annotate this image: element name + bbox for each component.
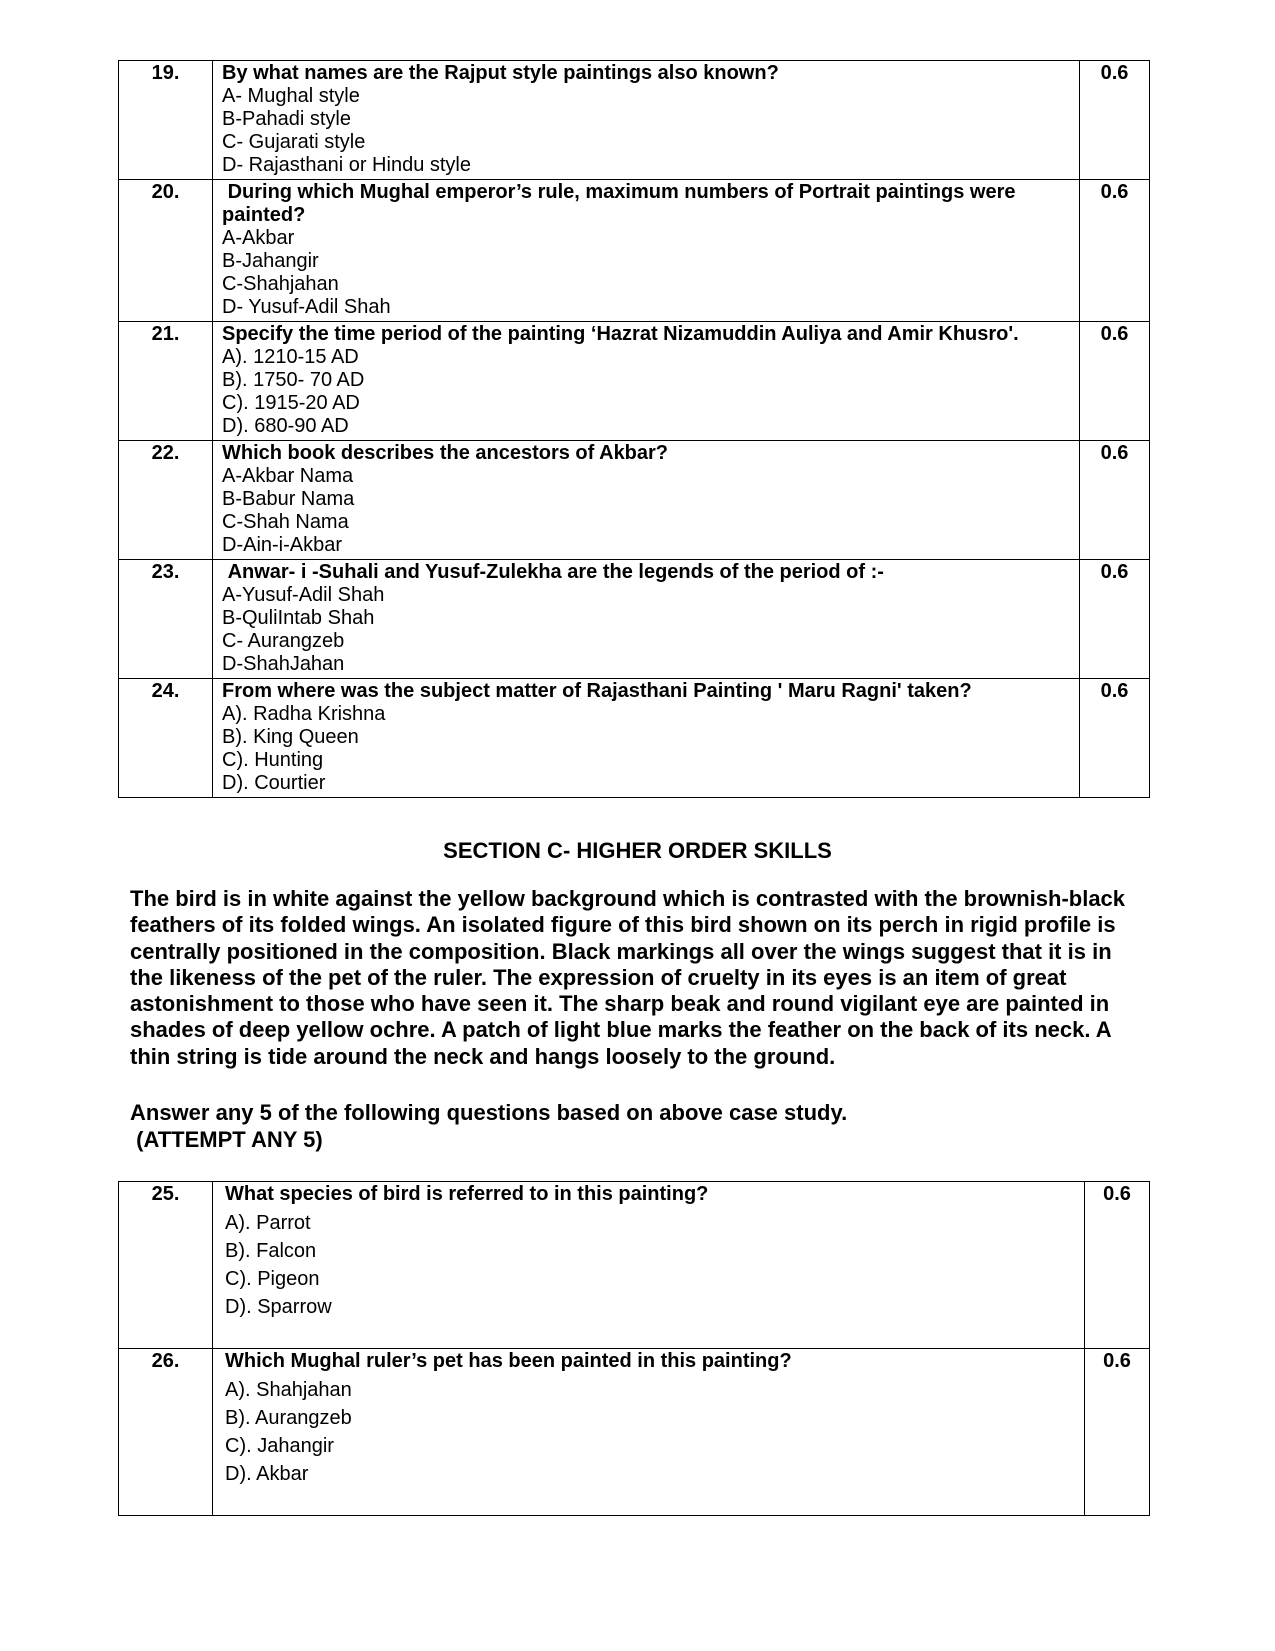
answer-option: B-Babur Nama	[222, 488, 355, 510]
answer-option: C). Jahangir	[225, 1435, 334, 1457]
question-text: Which book describes the ancestors of Akbar?	[222, 442, 669, 464]
question-number: 23.	[119, 560, 213, 679]
answer-option: D). Courtier	[222, 772, 326, 794]
answer-option: C- Aurangzeb	[222, 630, 345, 652]
answer-option: D). Akbar	[225, 1463, 309, 1485]
question-body	[213, 560, 1080, 679]
question-row	[119, 1349, 1150, 1516]
answer-option: D-Ain-i-Akbar	[222, 534, 343, 556]
answer-option: C- Gujarati style	[222, 131, 366, 153]
answer-option: A). Shahjahan	[225, 1379, 352, 1401]
question-row	[119, 1182, 1150, 1349]
question-body	[213, 1182, 1085, 1349]
questions-table-top	[118, 60, 1150, 798]
answer-option: D). Sparrow	[225, 1296, 332, 1318]
section-title: SECTION C- HIGHER ORDER SKILLS	[443, 838, 832, 863]
question-marks: 0.6	[1080, 61, 1150, 180]
question-row	[119, 61, 1150, 180]
question-body	[213, 1349, 1085, 1516]
question-marks: 0.6	[1080, 180, 1150, 322]
question-marks: 0.6	[1080, 679, 1150, 798]
answer-option: A-Yusuf-Adil Shah	[222, 584, 385, 606]
question-row	[119, 180, 1150, 322]
question-marks: 0.6	[1080, 560, 1150, 679]
question-marks: 0.6	[1085, 1349, 1150, 1516]
answer-option: D). 680-90 AD	[222, 415, 349, 437]
answer-option: B). Aurangzeb	[225, 1407, 352, 1429]
case-study-paragraph: The bird is in white against the yellow background which is contrasted with the brownish-black feathers of its folded wings. An isolated figure of this bird shown on its perch in rigid profile is centrally positioned in the composition. Black markings all over the wings suggest that it is in the likeness of the pet of the ruler. The expression of cruelty in its eyes is an item of great astonishment to those who have seen it. The sharp beak and round vigilant eye are painted in shades of deep yellow ochre. A patch of light blue marks the feather on the back of its neck. A thin string is tide around the neck and hangs loosely to the ground.	[130, 886, 1126, 1069]
question-marks: 0.6	[1085, 1182, 1150, 1349]
question-text: Which Mughal ruler’s pet has been painted in this painting?	[225, 1350, 792, 1372]
question-row	[119, 441, 1150, 560]
answer-option: C-Shahjahan	[222, 273, 339, 295]
answer-option: A- Mughal style	[222, 85, 360, 107]
instructions-line-1: Answer any 5 of the following questions based on above case study.	[130, 1100, 848, 1125]
question-text: Anwar- i -Suhali and Yusuf-Zulekha are the legends of the period of :-	[222, 561, 884, 583]
question-marks: 0.6	[1080, 322, 1150, 441]
answer-option: A-Akbar	[222, 227, 295, 249]
question-body	[213, 322, 1080, 441]
question-number: 19.	[119, 61, 213, 180]
instructions-line-2: (ATTEMPT ANY 5)	[130, 1127, 323, 1152]
answer-option: A). 1210-15 AD	[222, 346, 359, 368]
answer-option: C). Hunting	[222, 749, 324, 771]
question-row	[119, 322, 1150, 441]
question-marks: 0.6	[1080, 441, 1150, 560]
question-row	[119, 560, 1150, 679]
question-number: 26.	[119, 1349, 213, 1516]
answer-option: C). Pigeon	[225, 1268, 320, 1290]
answer-option: B). Falcon	[225, 1240, 317, 1262]
question-number: 20.	[119, 180, 213, 322]
question-text: From where was the subject matter of Rajasthani Painting ' Maru Ragni' taken?	[222, 680, 972, 702]
question-number: 25.	[119, 1182, 213, 1349]
question-row	[119, 679, 1150, 798]
question-body	[213, 441, 1080, 560]
answer-option: A). Radha Krishna	[222, 703, 386, 725]
answer-option: D-ShahJahan	[222, 653, 345, 675]
answer-option: B-QuliIntab Shah	[222, 607, 375, 629]
question-number: 22.	[119, 441, 213, 560]
question-number: 24.	[119, 679, 213, 798]
question-body	[213, 61, 1080, 180]
answer-option: A). Parrot	[225, 1212, 311, 1234]
question-text: By what names are the Rajput style paintings also known?	[222, 62, 779, 84]
question-number: 21.	[119, 322, 213, 441]
question-text: Specify the time period of the painting ‘Hazrat Nizamuddin Auliya and Amir Khusro'.	[222, 323, 1019, 345]
answer-option: B). King Queen	[222, 726, 359, 748]
questions-table-bottom	[118, 1181, 1150, 1516]
answer-option: B-Jahangir	[222, 250, 319, 272]
answer-option: B). 1750- 70 AD	[222, 369, 365, 391]
question-text: What species of bird is referred to in this painting?	[225, 1183, 709, 1205]
answer-option: A-Akbar Nama	[222, 465, 354, 487]
answer-option: B-Pahadi style	[222, 108, 351, 130]
question-body	[213, 180, 1080, 322]
answer-option: D- Rajasthani or Hindu style	[222, 154, 471, 176]
answer-option: C). 1915-20 AD	[222, 392, 360, 414]
answer-option: C-Shah Nama	[222, 511, 349, 533]
question-text: During which Mughal emperor’s rule, maximum numbers of Portrait paintings were painted?	[222, 181, 1022, 226]
instructions	[130, 1099, 1150, 1153]
answer-option: D- Yusuf-Adil Shah	[222, 296, 391, 318]
question-body	[213, 679, 1080, 798]
